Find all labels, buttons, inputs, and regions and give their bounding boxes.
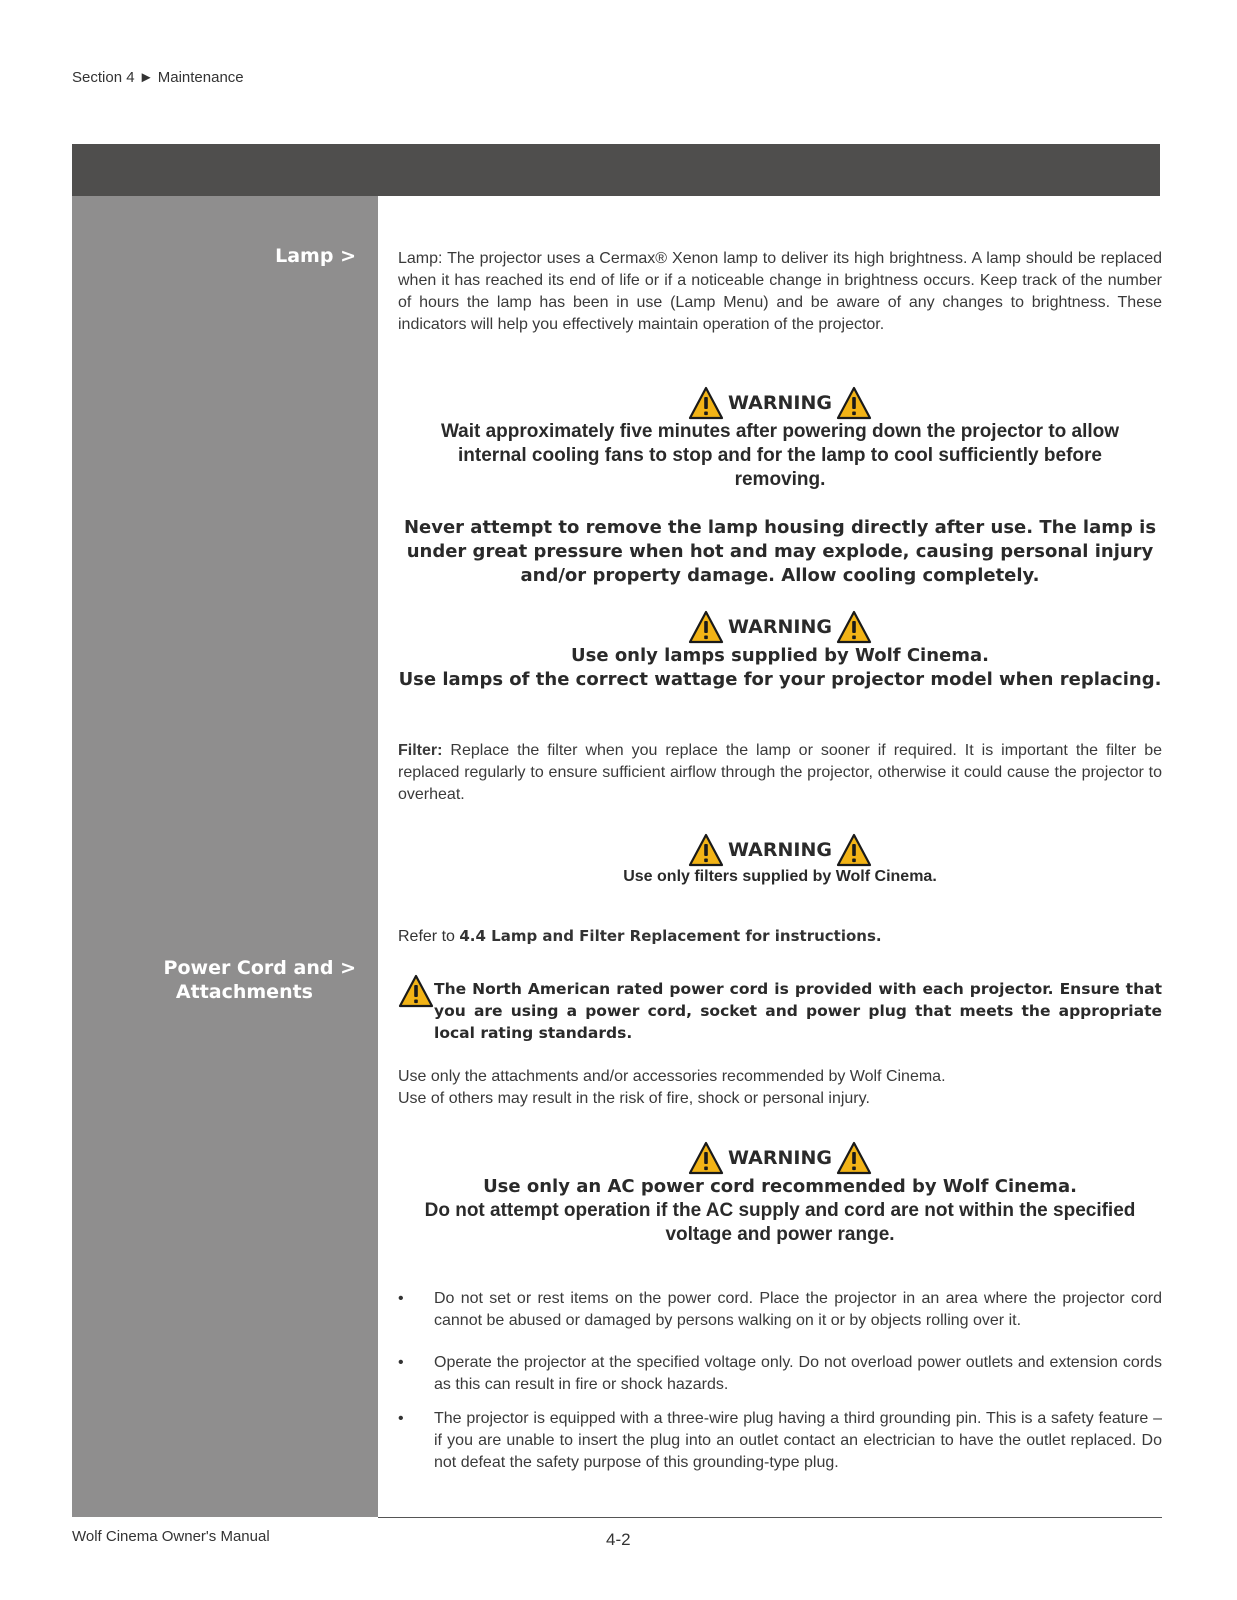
warning-triangle-icon: [836, 833, 872, 867]
warning-triangle-icon: [836, 610, 872, 644]
page-number: 4-2: [606, 1530, 631, 1549]
breadcrumb-arrow-icon: ►: [138, 69, 154, 86]
warning-title: WARNING: [728, 392, 832, 414]
warning-title: WARNING: [728, 839, 832, 861]
warning-title: WARNING: [728, 616, 832, 638]
warning-title: WARNING: [728, 1147, 832, 1169]
sidebar-label-attachments: Attachments: [175, 981, 313, 1003]
warning-text: Use lamps of the correct wattage for your projector model when replacing.: [398, 669, 1162, 690]
warning-text: Wait approximately five minutes after powering down the projector to allow internal cooling fans to stop and for the lamp to cool sufficiently before removing.: [440, 421, 1120, 490]
bullet-icon: •: [398, 1410, 404, 1427]
warning-heading: [398, 610, 1162, 644]
list-item-text: Operate the projector at the specified voltage only. Do not overload power outlets and extension cords as this can result in fire or shock hazards.: [434, 1354, 1162, 1393]
refer-prefix: Refer to: [398, 928, 460, 945]
list-item-text: Do not set or rest items on the power cord. Place the projector in an area where the projector cord cannot be abused or damaged by persons walking on it or by objects rolling over it.: [434, 1290, 1162, 1329]
warning-text: Use only filters supplied by Wolf Cinema.: [623, 868, 937, 885]
list-item: [398, 1288, 1162, 1332]
caution-triangle-icon: [398, 974, 434, 1008]
breadcrumb-section: Section 4: [72, 69, 135, 86]
warning-triangle-icon: [688, 1141, 724, 1175]
warning-triangle-icon: [836, 386, 872, 420]
warning-text: Use only lamps supplied by Wolf Cinema.: [571, 645, 989, 666]
warning-heading: [398, 833, 1162, 867]
warning-block-3: [398, 833, 1162, 887]
attachments-line: Use only the attachments and/or accessories recommended by Wolf Cinema.: [398, 1068, 946, 1085]
power-cord-caution-text: The North American rated power cord is provided with each projector. Ensure that you are using a power cord, socket and power plug that meets the appropriate local rating standards.: [434, 980, 1162, 1042]
warning-block-1: [398, 386, 1162, 588]
breadcrumb: [72, 69, 244, 86]
sidebar: [72, 196, 378, 1517]
warning-heading: [398, 386, 1162, 420]
warning-triangle-icon: [836, 1141, 872, 1175]
list-item-text: The projector is equipped with a three-wire plug having a third grounding pin. This is a safety feature – if you are unable to insert the plug into an outlet contact an electrician to have the outlet replaced. Do not defeat the safety purpose of this grounding-type plug.: [434, 1410, 1162, 1471]
refer-section-link: 4.4 Lamp and Filter Replacement for instructions.: [459, 927, 882, 945]
list-item: [398, 1352, 1162, 1396]
warning-block-2: [398, 610, 1162, 692]
attachments-line: Use of others may result in the risk of fire, shock or personal injury.: [398, 1090, 870, 1107]
bullet-icon: •: [398, 1354, 404, 1371]
breadcrumb-page: Maintenance: [157, 69, 244, 86]
warning-text: Never attempt to remove the lamp housing directly after use. The lamp is under great pressure when hot and may explode, causing personal injury and/or property damage. Allow cooling completely.: [403, 517, 1157, 586]
footer-manual-title: Wolf Cinema Owner's Manual: [72, 1528, 270, 1545]
warning-triangle-icon: [688, 386, 724, 420]
power-cord-caution: [398, 978, 1162, 1044]
lamp-intro-text: Lamp: The projector uses a Cermax® Xenon lamp to deliver its high brightness. A lamp should be replaced when it has reached its end of life or if a noticeable change in brightness occurs. Keep track of the number of hours the lamp has been in use (Lamp Menu) and be aware of any changes to brightness. These indicators will help you effectively maintain operation of the projector.: [398, 250, 1162, 333]
bullet-icon: •: [398, 1290, 404, 1307]
filter-paragraph: [398, 740, 1162, 806]
warning-text: Use only an AC power cord recommended by Wolf Cinema.: [483, 1176, 1077, 1197]
filter-text: Replace the filter when you replace the lamp or sooner if required. It is important the filter be replaced regularly to ensure sufficient airflow through the projector, otherwise it could cause the projector to overheat.: [398, 742, 1162, 803]
warning-text: Do not attempt operation if the AC supply and cord are not within the specified voltage and power range.: [424, 1200, 1136, 1245]
sidebar-label-power-cord: Power Cord and >: [163, 957, 356, 979]
safety-bullet-list: [398, 1288, 1162, 1488]
header-bar: [72, 144, 1160, 196]
refer-note: [398, 925, 1162, 948]
list-item: [398, 1408, 1162, 1474]
footer-divider: [378, 1517, 1162, 1518]
warning-block-4: [398, 1141, 1162, 1247]
warning-heading: [398, 1141, 1162, 1175]
attachments-note: [398, 1066, 1162, 1110]
lamp-intro: [398, 248, 1162, 336]
warning-triangle-icon: [688, 833, 724, 867]
filter-label: Filter:: [398, 742, 443, 759]
sidebar-label-lamp: Lamp >: [275, 245, 356, 267]
warning-triangle-icon: [688, 610, 724, 644]
